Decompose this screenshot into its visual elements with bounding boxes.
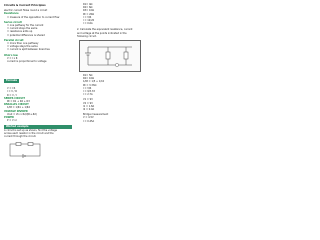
formula-subheading: VOLTAGE DIVIDER [4,109,28,113]
ohm-heading: Ohm's law [4,53,18,57]
formula-line: P = V x I [7,119,18,123]
formula-section-label: Formula [6,79,17,83]
answer-line: I2 = 0.9A [83,108,95,112]
text-line: = current is split between branches [7,48,50,52]
formula-line: Rt = R1 + R2 + R3 [7,100,30,104]
answer-line: I = 12/20 [83,19,95,23]
right-column [77,3,145,123]
answer-line: R2= 6Ω [83,6,93,10]
answer-line: I = 0.45A [83,119,95,123]
formula-line: Vout = Vin x R2/(R1+R2) [7,112,37,116]
answer-line: R3= 10Ω [83,9,94,13]
answer-subheading: Bridge measurement [83,113,109,117]
document-page [0,0,149,198]
answer-line: I = 0.6A [83,22,93,26]
section-heading: Resistance [4,12,19,16]
answer-line: Rt = 20Ω [83,12,94,16]
text-line: = current stays the same [7,27,38,31]
answer-line: R1= 4Ω [83,3,93,6]
text-line: = potential difference is shared [7,33,45,37]
series-heading: Series circuit [4,20,22,24]
series-circuit-diagram [8,141,42,159]
left-column [4,4,74,161]
page-title: Circuits & Current Principles [4,4,46,7]
parallel-circuit-diagram [79,40,141,72]
answer-line: I = V/R [83,15,92,19]
example-line: A circuit is set up as shown, find the voltage [4,128,57,132]
text-line: = voltage stays the same [7,45,38,49]
example-line: current through the circuit. [4,135,37,139]
formula-line: 1/Rt = 1/R1 + 1/R2 [7,106,30,110]
answer-line: I = 9/3.33 [83,90,95,94]
answer-line: R1= 5Ω [83,74,93,78]
text-line: = one pathway for the current [7,24,44,28]
formula-subheading: PARALLEL CIRCUIT [4,103,29,107]
answer-line: V1 = 9V [83,98,93,102]
question-line: following circuit. [77,34,97,38]
answer-line: Rt = 3.33Ω [83,83,97,87]
answer-line: I = 2.7A [83,93,93,97]
answer-line: 1/Rt = 1/5 + 1/10 [83,80,105,84]
answer-line: I1 = 1.8A [83,104,95,108]
formula-line: R = V / I [7,93,17,97]
formula-subheading: SERIES CIRCUIT [4,96,25,100]
formula-line: V = I R [7,87,16,91]
text-line: V = I x R [7,56,18,60]
answer-line: V = 4.5V [83,116,94,120]
example-section-label: Worked example [4,125,72,128]
text-line: = more than one pathway [7,42,39,46]
answer-line: R2= 10Ω [83,77,94,81]
text-line: = measure of the opposition to current flow [7,15,60,19]
formula-subheading: POWER [4,116,14,120]
question-line: 2. Calculate the equivalent resistance, current [77,28,133,32]
text-line: = resistance adds up [7,30,33,34]
question-line: and voltage at the points indicated in the [77,31,127,35]
text-line: current is proportional to voltage [7,60,47,64]
answer-line: I = V/R [83,86,92,90]
example-line: across each resistor in the circuit and the [4,132,54,136]
text-line: electric current flows round a circuit [4,9,48,13]
formula-line: I = V / R [7,90,17,94]
answer-line: V2 = 9V [83,101,93,105]
parallel-heading: Parallel circuit [4,38,24,42]
